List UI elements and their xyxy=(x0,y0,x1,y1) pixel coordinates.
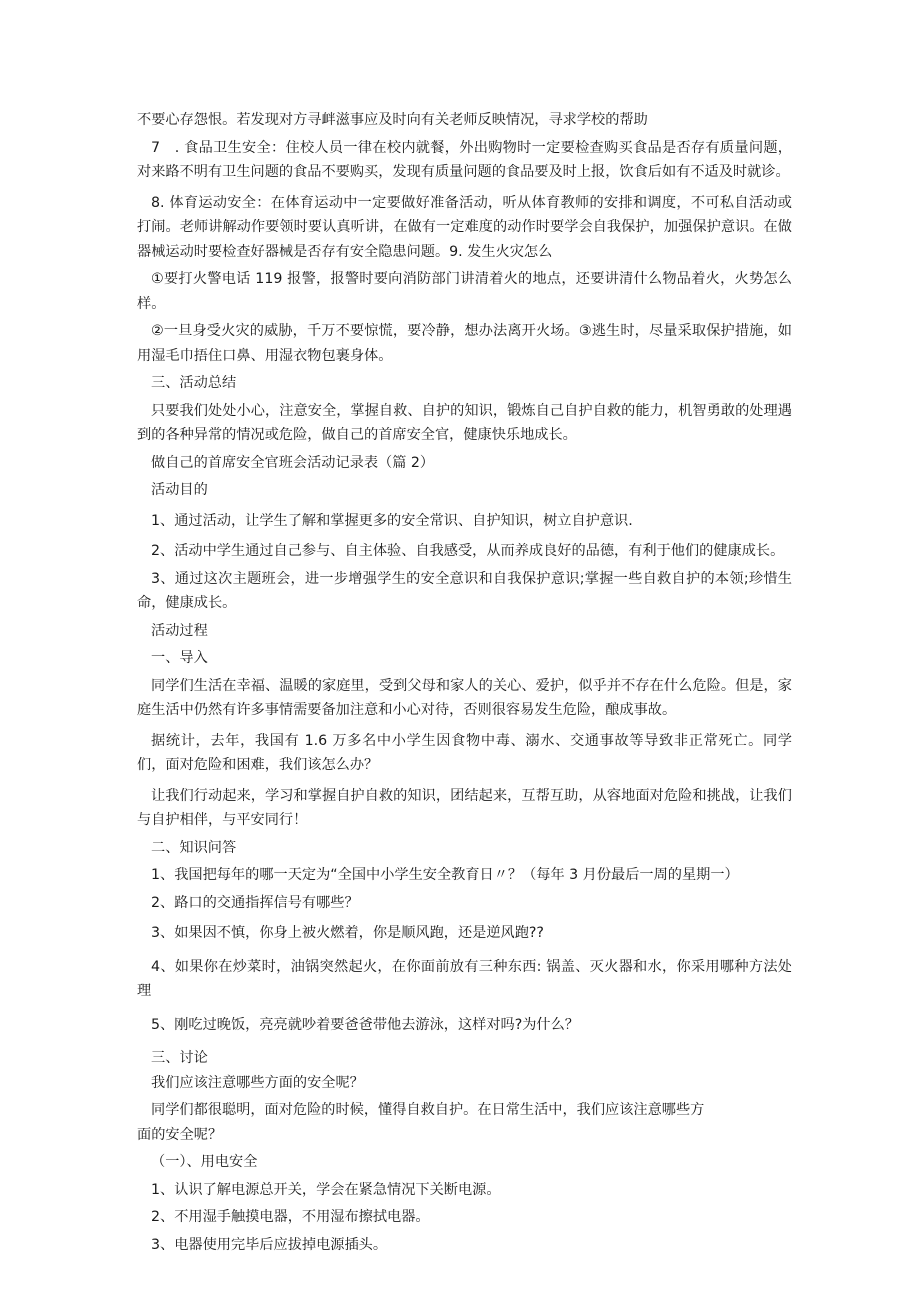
quiz-item-4: 4、如果你在炒菜时，油锅突然起火，在你面前放有三种东西: 锅盖、灭火器和水，你采用哪种方法处理 xyxy=(137,958,792,999)
heading-discussion: 三、讨论 xyxy=(151,1050,208,1066)
electric-item-2: 2、不用湿手触摸电器，不用湿布擦拭电器。 xyxy=(151,1209,430,1225)
paragraph-intro-3: 让我们行动起来，学习和掌握自护自救的知识，团结起来，互帮互助，从容地面对危险和挑战，让我们与自护相伴，与平安同行！ xyxy=(137,787,792,828)
paragraph-discussion-question: 我们应该注意哪些方面的安全呢？ xyxy=(151,1074,364,1091)
goal-item-1: 1、通过活动，让学生了解和掌握更多的安全常识、自护知识，树立自护意识. xyxy=(151,512,633,529)
quiz-item-2: 2、路口的交通指挥信号有哪些？ xyxy=(151,894,359,911)
electric-item-1: 1、认识了解电源总开关，学会在紧急情况下关断电源。 xyxy=(151,1181,501,1198)
paragraph-food-safety: 7 . 食品卫生安全：住校人员一律在校内就餐，外出购物时一定要检查购买食品是否存有质量问题，对来路不明有卫生问题的食品不要购买，发现有质量问题的食品要及时上报，饮食后如有不适及时就诊。 xyxy=(137,139,792,180)
quiz-item-1: 1、我国把每年的哪一天定为“全国中小学生安全教育日〃？（每年 3 月份最后一周的星期一） xyxy=(151,867,739,883)
paragraph-0: 不要心存怨恨。若发现对方寻衅滋事应及时向有关老师反映情况，寻求学校的帮助 xyxy=(137,112,648,128)
quiz-item-3: 3、如果因不慎，你身上被火燃着，你是顺风跑，还是逆风跑?? xyxy=(151,925,544,941)
paragraph-discussion-2: 面的安全呢？ xyxy=(137,1126,223,1143)
heading-part-2: 做自己的首席安全官班会活动记录表（篇 2） xyxy=(151,454,435,471)
paragraph-intro-1: 同学们生活在幸福、温暖的家庭里，受到父母和家人的关心、爱护，似乎并不存在什么危险。但是，家庭生活中仍然有许多事情需要备加注意和小心对待，否则很容易发生危险，酿成事故。 xyxy=(137,677,792,718)
paragraph-fire-escape: ②一旦身受火灾的威胁，千万不要惊慌，要冷静，想办法离开火场。③逃生时，尽量采取保护措施，如用湿毛巾捂住口鼻、用湿衣物包裹身体。 xyxy=(137,323,792,364)
electric-item-3: 3、电器使用完毕后应拔掉电源插头。 xyxy=(151,1236,388,1253)
paragraph-intro-2: 据统计，去年，我国有 1.6 万多名中小学生因食物中毒、溺水、交通事故等导致非正常死亡。同学们，面对危险和困难，我们该怎么办？ xyxy=(137,732,792,773)
heading-activity-summary: 三、活动总结 xyxy=(151,375,237,391)
paragraph-sports-safety: 8. 体育运动安全：在体育运动中一定要做好准备活动，听从体育教师的安排和调度，不可私自活动或打闹。老师讲解动作要领时要认真听讲，在做有一定难度的动作时要学会自我保护，加强保护意识。在做器械运动时要检查好器械是否存有安全隐患问题。9. 发生火灾怎么 xyxy=(137,194,792,260)
quiz-item-5: 5、刚吃过晚饭，亮亮就吵着要爸爸带他去游泳，这样对吗?为什么？ xyxy=(151,1016,579,1033)
heading-intro: 一、导入 xyxy=(151,650,208,666)
heading-activity-goal: 活动目的 xyxy=(151,482,208,498)
goal-item-3: 3、通过这次主题班会，进一步增强学生的安全意识和自我保护意识;掌握一些自救自护的本领;珍惜生命，健康成长。 xyxy=(137,570,792,611)
document-body xyxy=(137,108,792,1257)
paragraph-summary: 只要我们处处小心，注意安全，掌握自救、自护的知识，锻炼自己自护自救的能力，机智勇敢的处理遇到的各种异常的情况或危险，做自己的首席安全官，健康快乐地成长。 xyxy=(137,402,792,443)
heading-electric-safety: （一）、用电安全 xyxy=(151,1154,258,1170)
goal-item-2: 2、活动中学生通过自己参与、自主体验、自我感受，从而养成良好的品德，有利于他们的健康成长。 xyxy=(151,543,785,559)
heading-quiz: 二、知识问答 xyxy=(151,839,237,856)
paragraph-fire-call: ①要打火警电话 119 报警，报警时要向消防部门讲清着火的地点，还要讲清什么物品着火，火势怎么样。 xyxy=(137,271,792,312)
paragraph-discussion-1: 同学们都很聪明，面对危险的时候，懂得自救自护。在日常生活中，我们应该注意哪些方 xyxy=(151,1102,705,1118)
heading-activity-process: 活动过程 xyxy=(151,622,208,639)
